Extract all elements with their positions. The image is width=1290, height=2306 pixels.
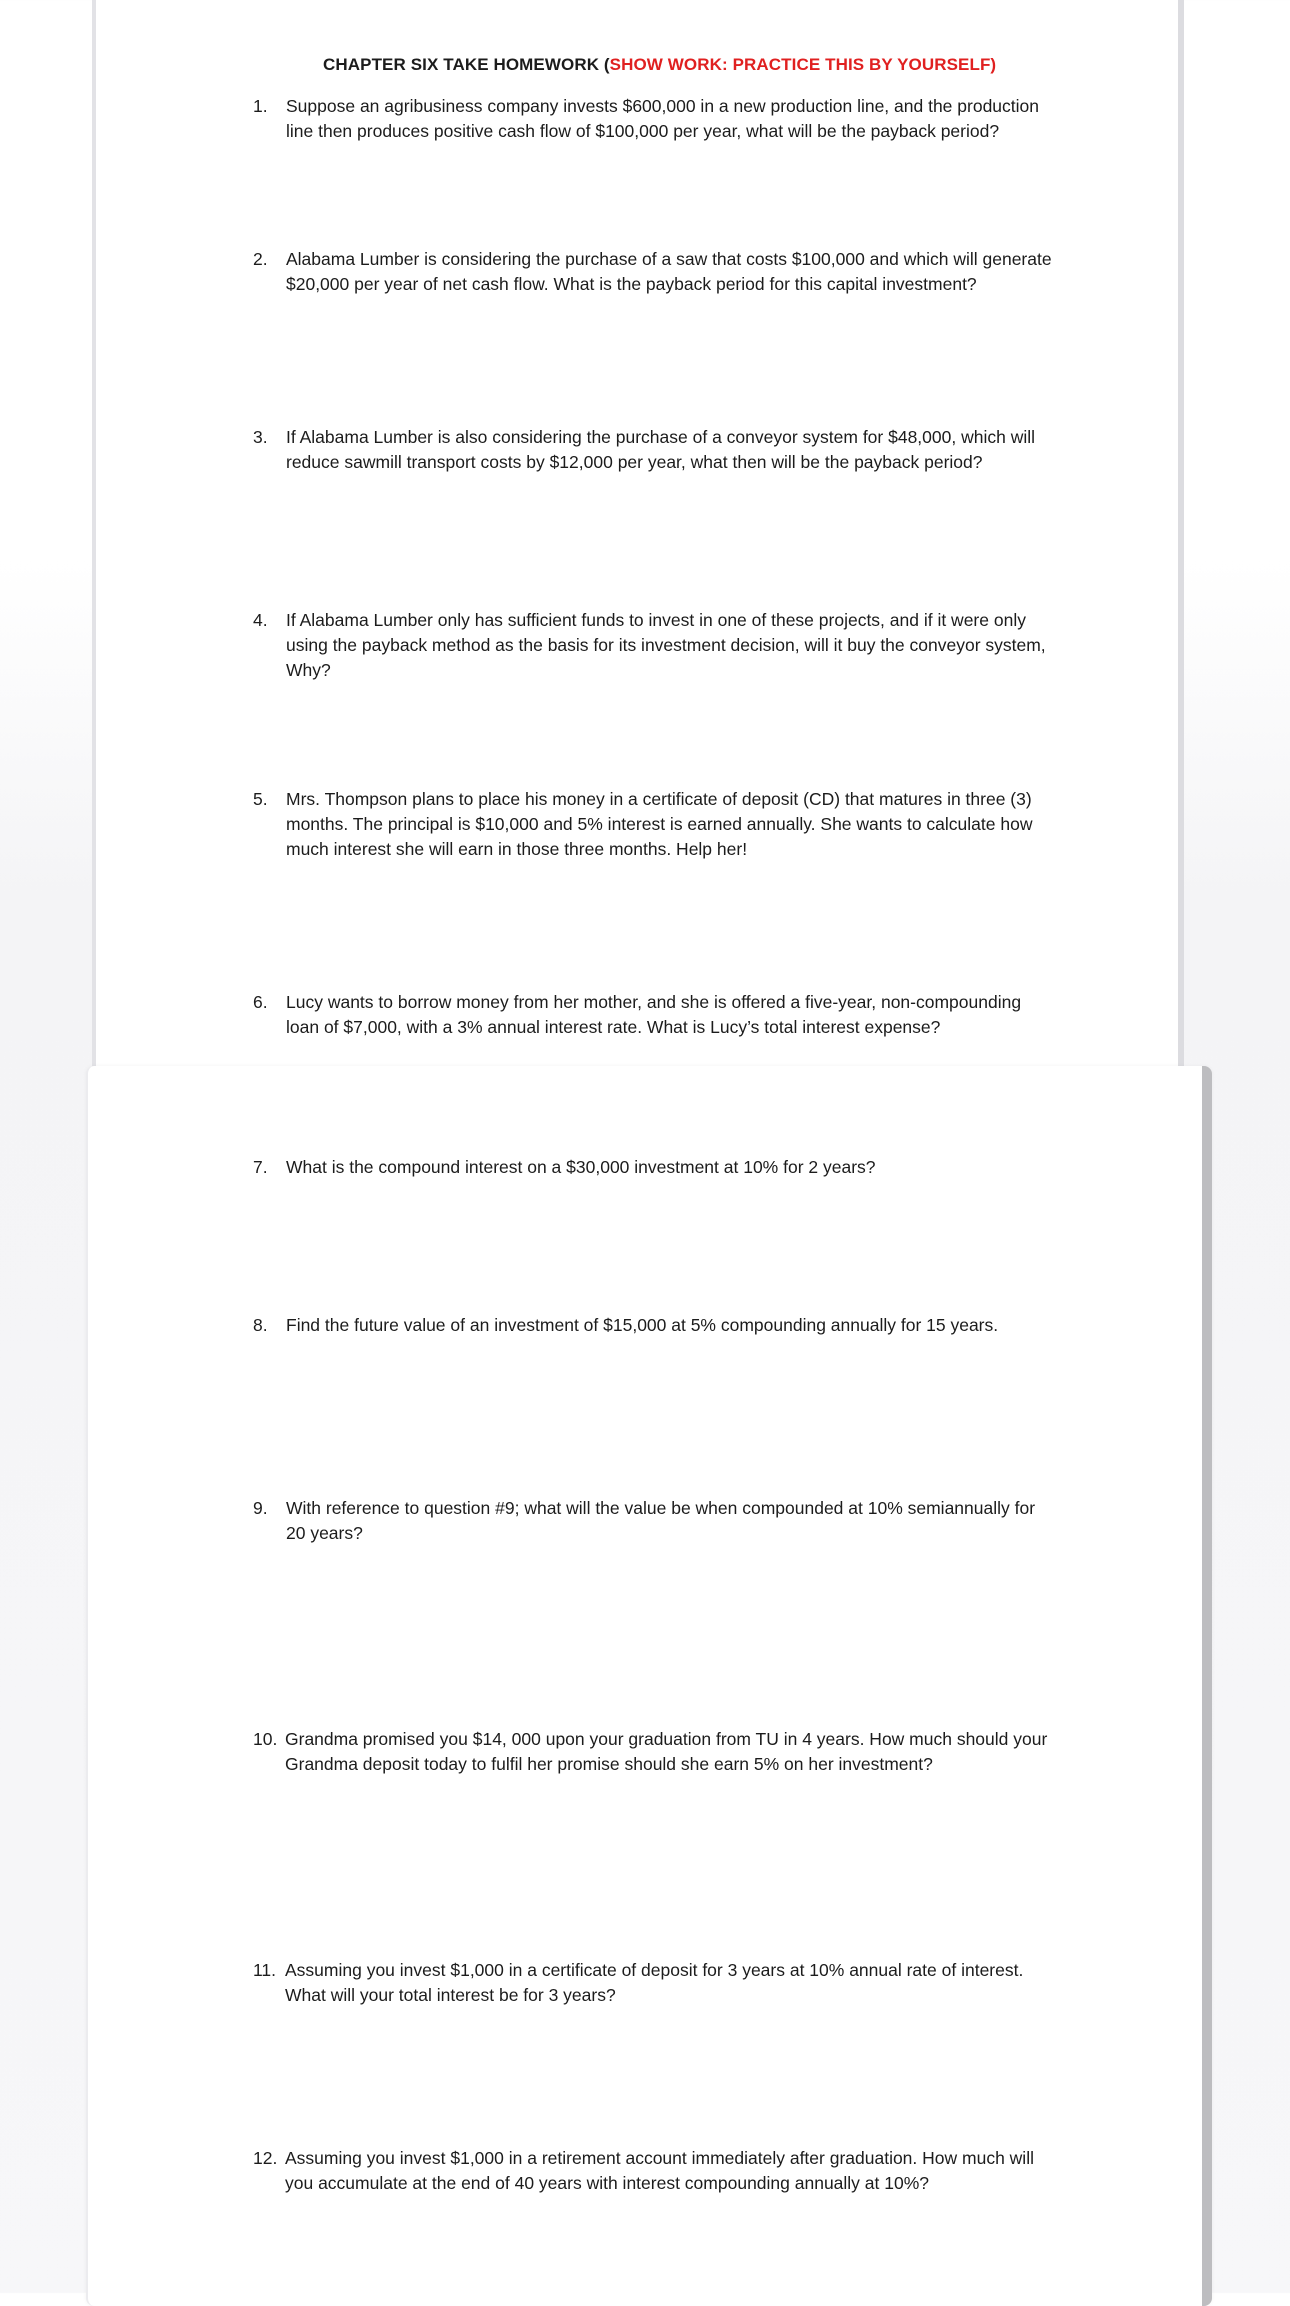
question-number: 5. (253, 789, 268, 809)
question-text: What is the compound interest on a $30,000 investment at 10% for 2 years? (286, 1157, 876, 1177)
question-text: Assuming you invest $1,000 in a retirement account immediately after graduation. How much will you accumulate at the end of 40 years with interest compounding annually at 10%? (285, 2148, 1034, 2193)
question-2 (253, 247, 1053, 297)
question-1 (253, 94, 1053, 144)
page-sheet-1 (92, 0, 1184, 1070)
question-text: If Alabama Lumber only has sufficient funds to invest in one of these projects, and if it were only using the payback method as the basis for its investment decision, will it buy the conveyor system, Why? (286, 610, 1046, 680)
question-text: With reference to question #9; what will the value be when compounded at 10% semiannually for 20 years? (286, 1498, 1036, 1543)
question-number: 10. (253, 1729, 278, 1749)
page-sheet-2 (86, 1066, 1212, 2306)
question-number: 7. (253, 1157, 268, 1177)
question-number: 4. (253, 610, 268, 630)
question-number: 8. (253, 1315, 268, 1335)
question-text: Grandma promised you $14, 000 upon your graduation from TU in 4 years. How much should your Grandma deposit today to fulfil her promise should she earn 5% on her investment? (285, 1729, 1048, 1774)
question-7 (253, 1155, 1053, 1180)
question-number: 3. (253, 427, 268, 447)
question-10 (253, 1727, 1053, 1777)
question-8 (253, 1313, 1053, 1338)
question-5 (253, 787, 1053, 862)
question-text: Alabama Lumber is considering the purchase of a saw that costs $100,000 and which will generate $20,000 per year of net cash flow. What is the payback period for this capital investment? (286, 249, 1052, 294)
question-number: 1. (253, 96, 268, 116)
question-11 (253, 1958, 1053, 2008)
question-text: Lucy wants to borrow money from her mother, and she is offered a five-year, non-compounding loan of $7,000, with a 3% annual interest rate. What is Lucy’s total interest expense? (286, 992, 1022, 1037)
question-12 (253, 2146, 1053, 2196)
question-9 (253, 1496, 1053, 1546)
question-number: 11. (253, 1960, 277, 1980)
question-6 (253, 990, 1053, 1040)
question-4 (253, 608, 1053, 683)
question-text: Mrs. Thompson plans to place his money in a certificate of deposit (CD) that matures in three (3) months. The principal is $10,000 and 5% interest is earned annually. She wants to calculate how much interest she will earn in those three months. Help her! (286, 789, 1033, 859)
question-3 (253, 425, 1053, 475)
question-number: 12. (253, 2148, 278, 2168)
question-number: 2. (253, 249, 268, 269)
question-text: Assuming you invest $1,000 in a certificate of deposit for 3 years at 10% annual rate of interest. What will your total interest be for 3 years? (285, 1960, 1024, 2005)
page-title (323, 55, 996, 75)
question-number: 6. (253, 992, 268, 1012)
question-text: Suppose an agribusiness company invests $600,000 in a new production line, and the production line then produces positive cash flow of $100,000 per year, what will be the payback period? (286, 96, 1040, 141)
question-text: Find the future value of an investment of $15,000 at 5% compounding annually for 15 years. (286, 1315, 999, 1335)
title-main: CHAPTER SIX TAKE HOMEWORK ( (323, 55, 610, 74)
question-text: If Alabama Lumber is also considering the purchase of a conveyor system for $48,000, which will reduce sawmill transport costs by $12,000 per year, what then will be the payback period? (286, 427, 1035, 472)
question-number: 9. (253, 1498, 268, 1518)
title-warning: SHOW WORK: PRACTICE THIS BY YOURSELF) (609, 55, 997, 74)
